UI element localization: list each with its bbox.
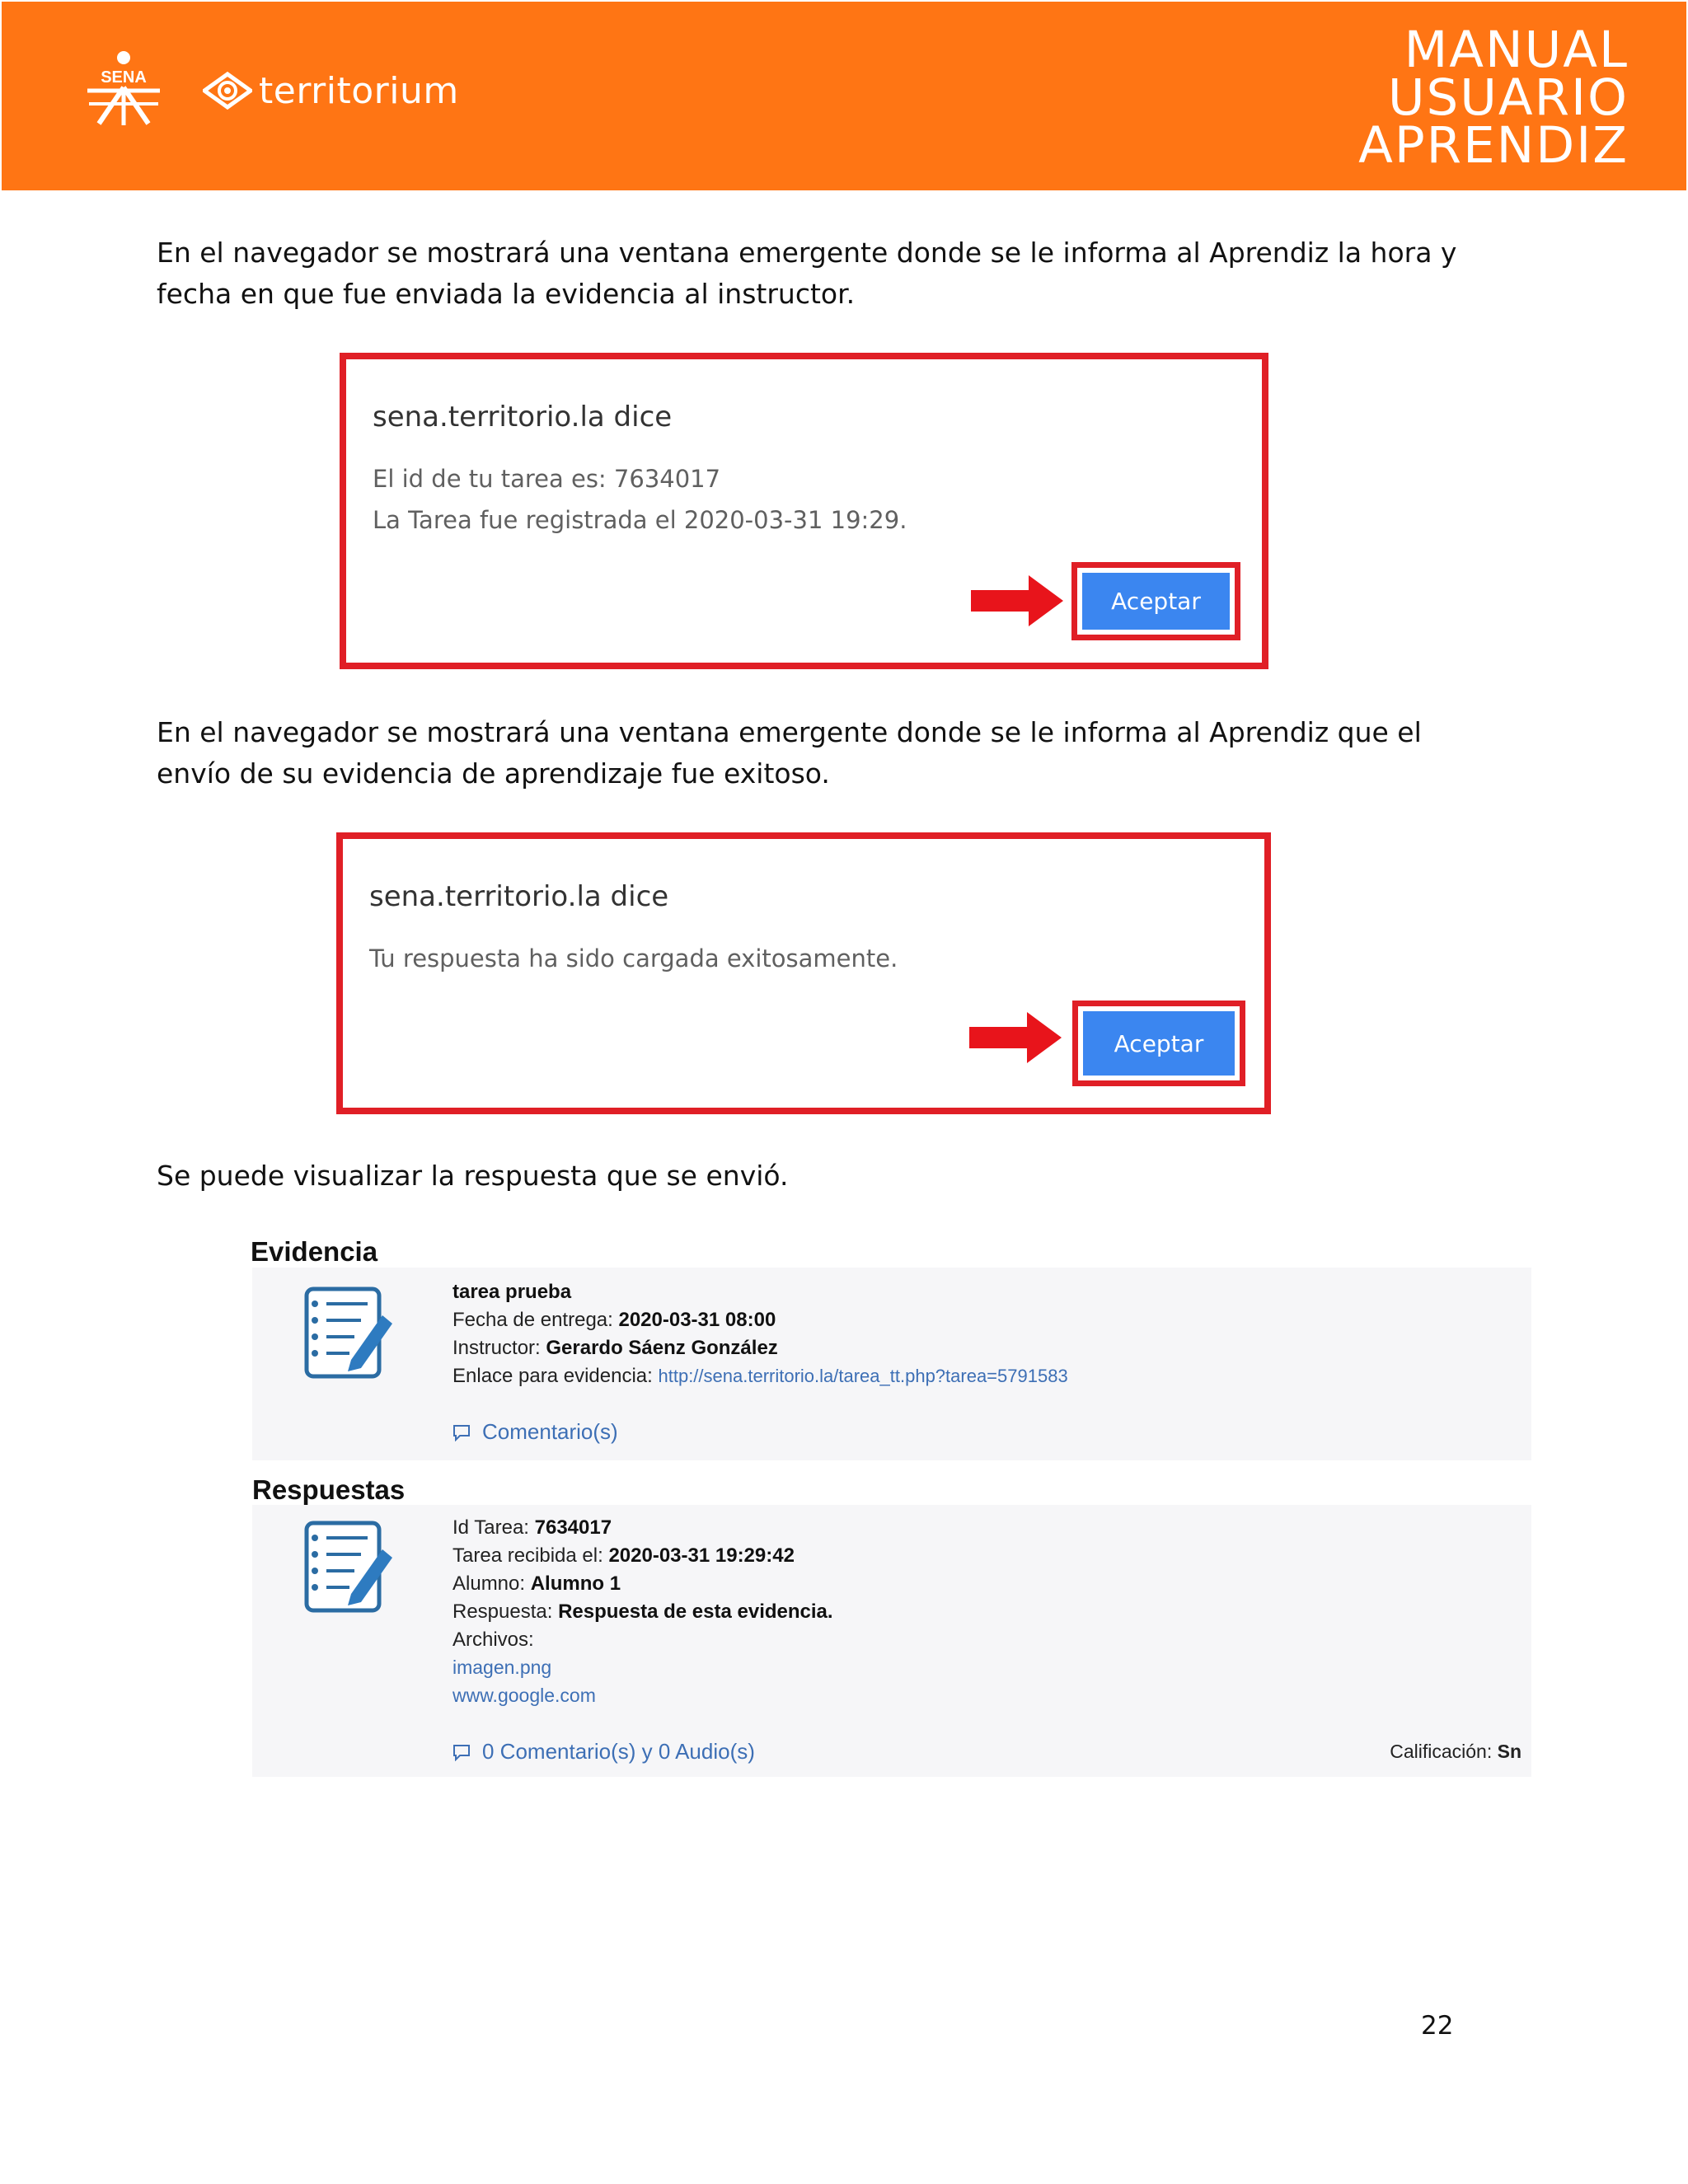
evidencia-title: Evidencia — [251, 1236, 378, 1267]
intro-paragraph-1: En el navegador se mostrará una ventana emergente donde se le informa al Aprendiz la hora y fecha en que fue enviada la evidencia al instructor. — [157, 237, 1457, 310]
territorium-logo — [203, 68, 459, 114]
evidencia-panel — [252, 1268, 1531, 1460]
task-document-icon — [303, 1518, 394, 1615]
sena-logo-icon — [81, 49, 166, 129]
dialog-success-message: Tu respuesta ha sido cargada exitosamente. — [369, 944, 898, 972]
brand-name: territorium — [259, 69, 459, 112]
manual-title: MANUAL USUARIO APRENDIZ — [1358, 21, 1629, 175]
dialog-origin: sena.territorio.la dice — [369, 880, 669, 913]
dialog-task-id: El id de tu tarea es: 7634017 — [373, 465, 721, 493]
page-number: 22 — [1421, 2011, 1454, 2041]
accept-button[interactable]: Aceptar — [1082, 573, 1230, 630]
task-id-row: Id Tarea: 7634017 — [452, 1516, 612, 1539]
alert-dialog-upload-success — [336, 832, 1271, 1114]
file-link-image[interactable]: imagen.png — [452, 1657, 552, 1678]
red-arrow-icon — [971, 575, 1063, 626]
alert-dialog-task-registered — [340, 353, 1268, 669]
intro-paragraph-2: En el navegador se mostrará una ventana emergente donde se le informa al Aprendiz que el envío de su evidencia de aprendizaje fue exitoso. — [157, 716, 1422, 790]
dialog-task-date: La Tarea fue registrada el 2020-03-31 19:29. — [373, 506, 907, 534]
dialog-origin: sena.territorio.la dice — [373, 401, 673, 434]
respuestas-panel — [252, 1505, 1531, 1777]
file-link-google[interactable]: www.google.com — [452, 1685, 596, 1706]
accept-button[interactable]: Aceptar — [1083, 1011, 1235, 1076]
comments-link[interactable]: Comentario(s) — [452, 1419, 618, 1445]
task-name: tarea prueba — [452, 1281, 572, 1303]
instructor-row: Instructor: Gerardo Sáenz González — [452, 1337, 778, 1359]
due-date-row: Fecha de entrega: 2020-03-31 08:00 — [452, 1309, 776, 1331]
received-row: Tarea recibida el: 2020-03-31 19:29:42 — [452, 1544, 795, 1567]
task-document-icon — [303, 1284, 394, 1381]
page-header — [2, 2, 1686, 190]
accept-highlight — [1072, 1001, 1245, 1086]
svg-text:SENA: SENA — [101, 68, 147, 87]
respuestas-title: Respuestas — [252, 1474, 406, 1505]
territorium-eye-icon — [203, 71, 252, 110]
accept-highlight — [1071, 562, 1240, 640]
grade-row: Calificación: Sn — [1390, 1741, 1522, 1762]
comments-audio-link[interactable]: 0 Comentario(s) y 0 Audio(s) — [452, 1739, 755, 1765]
evidence-link-row: Enlace para evidencia: http://sena.territorio.la/tarea_tt.php?tarea=5791583 — [452, 1365, 1068, 1387]
files-label: Archivos: — [452, 1629, 534, 1651]
intro-paragraph-3: Se puede visualizar la respuesta que se envió. — [157, 1160, 789, 1192]
student-row: Alumno: Alumno 1 — [452, 1572, 621, 1595]
red-arrow-icon — [969, 1012, 1062, 1063]
comment-bubble-icon — [452, 1423, 471, 1441]
comment-bubble-icon — [452, 1743, 471, 1761]
evidence-link[interactable]: http://sena.territorio.la/tarea_tt.php?tarea=5791583 — [658, 1366, 1068, 1386]
answer-row: Respuesta: Respuesta de esta evidencia. — [452, 1601, 833, 1623]
